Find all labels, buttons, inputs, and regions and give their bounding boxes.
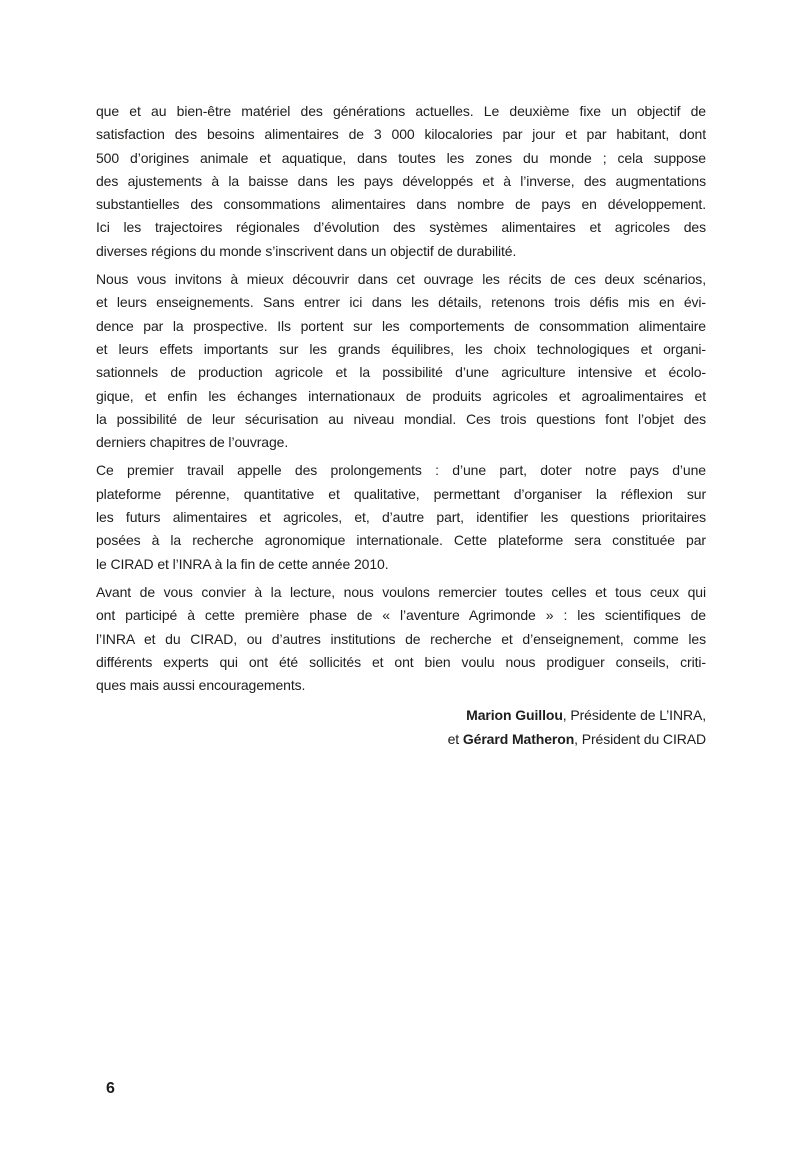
signature-title: , Président du CIRAD xyxy=(574,730,706,747)
text-line: substantielles des consommations alimentaires dans nombre de pays en développement. xyxy=(96,196,706,213)
text-line: dence par la prospective. Ils portent sur les comportements de consommation alimentaire xyxy=(96,317,706,334)
signature-line xyxy=(96,704,706,727)
text-line: satisfaction des besoins alimentaires de 3 000 kilocalories par jour et par habitant, dont xyxy=(96,126,706,143)
paragraph xyxy=(96,100,706,263)
text-line: Ici les trajectoires régionales d’évolution des systèmes alimentaires et agricoles des xyxy=(96,219,706,236)
signature-prefix: et xyxy=(447,730,463,747)
text-line: diverses régions du monde s’inscrivent dans un objectif de durabilité. xyxy=(96,242,517,259)
text-line: l’INRA et du CIRAD, ou d’autres institutions de recherche et d’enseignement, comme les xyxy=(96,630,706,647)
text-line: Avant de vous convier à la lecture, nous voulons remercier toutes celles et tous ceux qui xyxy=(96,583,706,600)
text-line: que et au bien-être matériel des générations actuelles. Le deuxième fixe un objectif de xyxy=(96,103,706,119)
text-line: Ce premier travail appelle des prolongements : d’une part, doter notre pays d’une xyxy=(96,462,706,479)
text-line: différents experts qui ont été sollicités et ont bien voulu nous prodiguer conseils, criti- xyxy=(96,653,706,670)
text-line: et leurs effets importants sur les grands équilibres, les choix technologiques et organi- xyxy=(96,340,706,357)
signature-name: Gérard Matheron xyxy=(462,730,575,747)
paragraphs xyxy=(96,100,706,697)
paragraph xyxy=(96,581,706,697)
text-line: et leurs enseignements. Sans entrer ici dans les détails, retenons trois défis mis en évi- xyxy=(96,294,706,311)
text-line: les futurs alimentaires et agricoles, et, d’autre part, identifier les questions prioritaires xyxy=(96,509,706,526)
paragraph xyxy=(96,268,706,454)
text-line: gique, et enfin les échanges internationaux de produits agricoles et agroalimentaires et xyxy=(96,387,706,404)
text-line: ont participé à cette première phase de « l’aventure Agrimonde » : les scientifiques de xyxy=(96,607,706,624)
paragraph xyxy=(96,459,706,575)
body-text xyxy=(96,100,706,751)
text-line: posées à la recherche agronomique internationale. Cette plateforme sera constituée par xyxy=(96,532,706,549)
text-line: ques mais aussi encouragements. xyxy=(96,677,306,694)
text-line: le CIRAD et l’INRA à la fin de cette année 2010. xyxy=(96,555,389,572)
text-line: plateforme pérenne, quantitative et qualitative, permettant d’organiser la réflexion sur xyxy=(96,485,706,502)
signature-title: , Présidente de L’INRA, xyxy=(562,707,706,724)
text-line: 500 d’origines animale et aquatique, dans toutes les zones du monde ; cela suppose xyxy=(96,149,706,166)
text-line: Nous vous invitons à mieux découvrir dans cet ouvrage les récits de ces deux scénarios, xyxy=(96,271,706,288)
text-line: la possibilité de leur sécurisation au niveau mondial. Ces trois questions font l’objet des xyxy=(96,410,706,427)
signature-line xyxy=(96,728,706,751)
text-line: derniers chapitres de l’ouvrage. xyxy=(96,434,289,451)
text-line: des ajustements à la baisse dans les pays développés et à l’inverse, des augmentations xyxy=(96,172,706,189)
text-line: sationnels de production agricole et la possibilité d’une agriculture intensive et écolo- xyxy=(96,364,706,381)
signature-block xyxy=(96,704,706,751)
page-number: 6 xyxy=(106,1080,115,1097)
signature-name: Marion Guillou xyxy=(466,707,563,724)
